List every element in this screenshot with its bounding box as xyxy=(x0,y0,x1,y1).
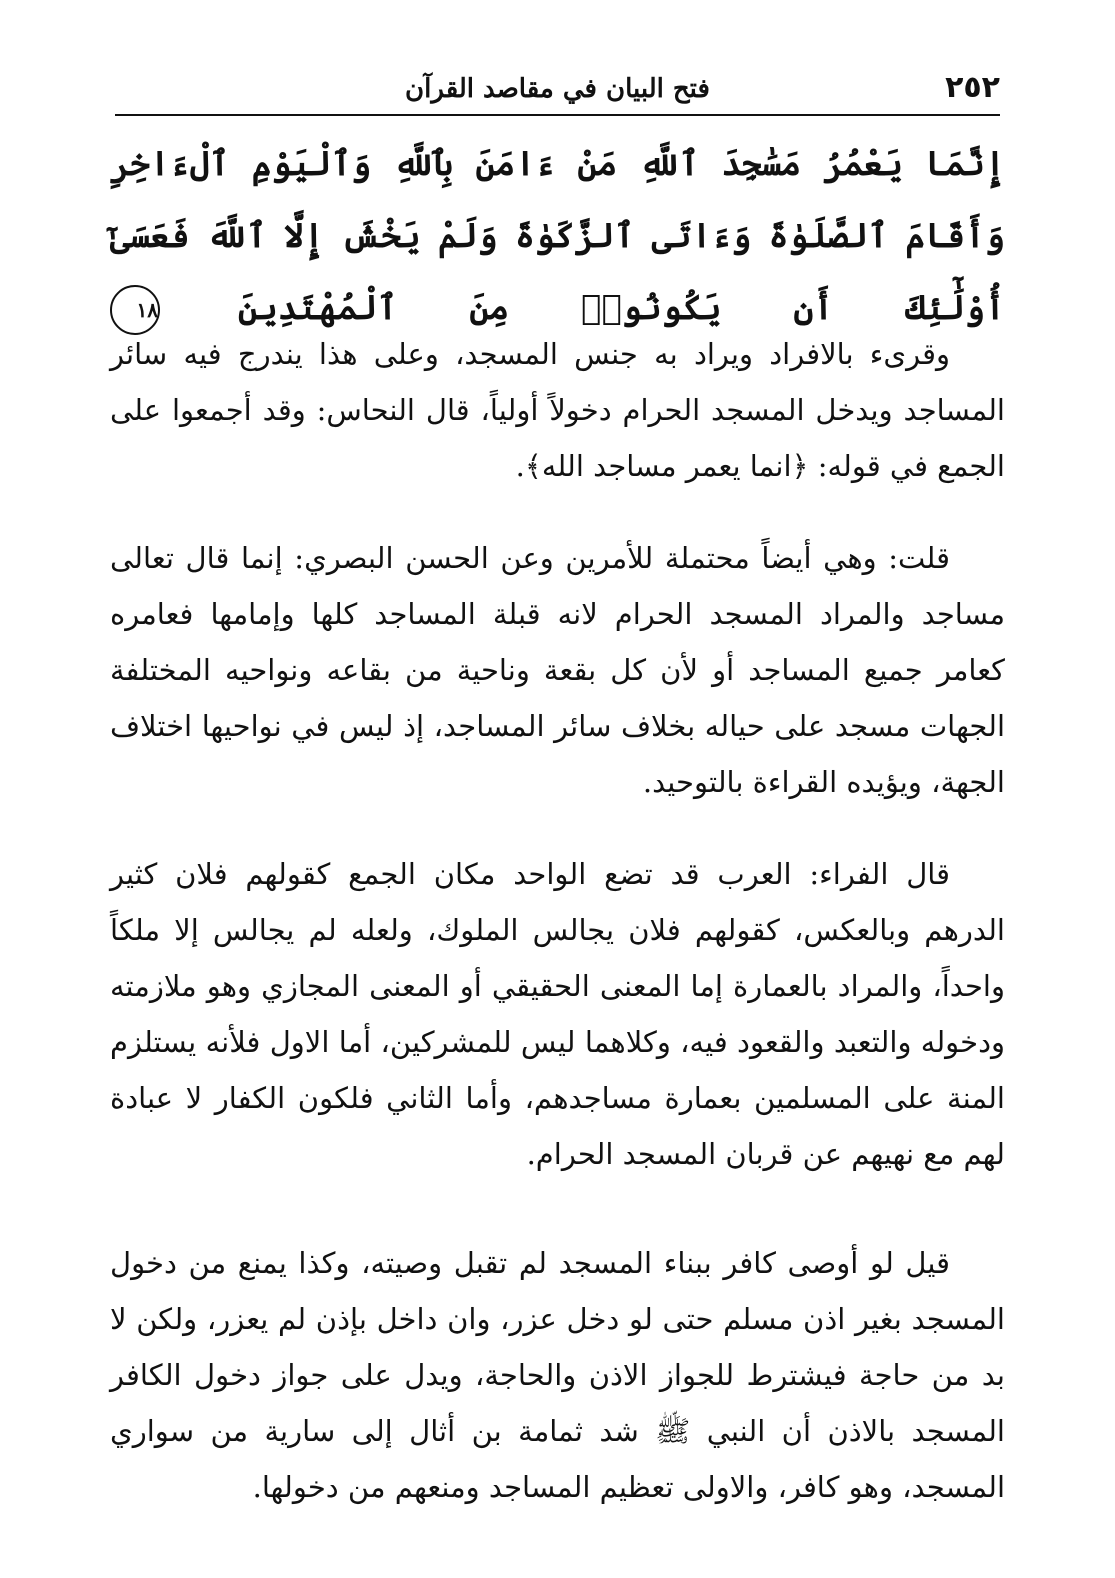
page-number: ٢٥٢ xyxy=(945,70,1000,105)
verse-number-marker: ١٨ xyxy=(110,285,160,335)
paragraph-4: قيل لو أوصى كافر ببناء المسجد لم تقبل وصيته، وكذا يمنع من دخول المسجد بغير اذن مسلم حتى لو دخل عزر، وان داخل بإذن لم يعزر، ولكن لا بد من حاجة فيشترط للجواز الاذن والحاجة، ويدل على جواز دخول الكافر المسجد بالاذن أن النبي ﷺ شد ثمامة بن أثال إلى سارية من سواري المسجد، وهو كافر، والاولى تعظيم المساجد ومنعهم من دخولها. xyxy=(110,1246,1005,1504)
paragraph-1: وقرىء بالافراد ويراد به جنس المسجد، وعلى هذا يندرج فيه سائر المساجد ويدخل المسجد الحرام دخولاً أولياً، قال النحاس: وقد أجمعوا على الجمع في قوله: ﴿انما يعمر مساجد الله﴾. xyxy=(110,337,1005,483)
quran-verse xyxy=(110,128,1005,344)
paragraph-3: قال الفراء: العرب قد تضع الواحد مكان الجمع كقولهم فلان كثير الدرهم وبالعكس، كقولهم فلان يجالس الملوك، ولعله لم يجالس إلا ملكاً واحداً، والمراد بالعمارة إما المعنى الحقيقي أو المعنى المجازي وهو ملازمته ودخوله والتعبد والقعود فيه، وكلاهما ليس للمشركين، أما الاول فلأنه يستلزم المنة على المسلمين بعمارة مساجدهم، وأما الثاني فلكون الكفار لا عبادة لهم مع نهيهم عن قربان المسجد الحرام. xyxy=(110,857,1005,1171)
paragraph-2: قلت: وهي أيضاً محتملة للأمرين وعن الحسن البصري: إنما قال تعالى مساجد والمراد المسجد الحرام لانه قبلة المساجد كلها وإمامها فعامره كعامر جميع المساجد أو لأن كل بقعة وناحية من بقاعه ونواحيه المختلفة الجهات مسجد على حياله بخلاف سائر المساجد، إذ ليس في نواحيها اختلاف الجهة، ويؤيده القراءة بالتوحيد. xyxy=(110,541,1005,799)
verse-text: إِنَّمَا يَعْمُرُ مَسَٰجِدَ ٱللَّهِ مَنْ ءَامَنَ بِٱللَّهِ وَٱلْيَوْمِ ٱلْءَاخِرِ وَأَقَامَ ٱلصَّلَوٰةَ وَءَاتَى ٱلزَّكَوٰةَ وَلَمْ يَخْشَ إِلَّا ٱللَّهَ فَعَسَىٰٓ أُوْلَٰٓئِكَ أَن يَكُونُوا۟ مِنَ ٱلْمُهْتَدِينَ xyxy=(110,144,1005,328)
page-header xyxy=(115,66,1000,116)
running-title: فتح البيان في مقاصد القرآن xyxy=(405,74,710,104)
